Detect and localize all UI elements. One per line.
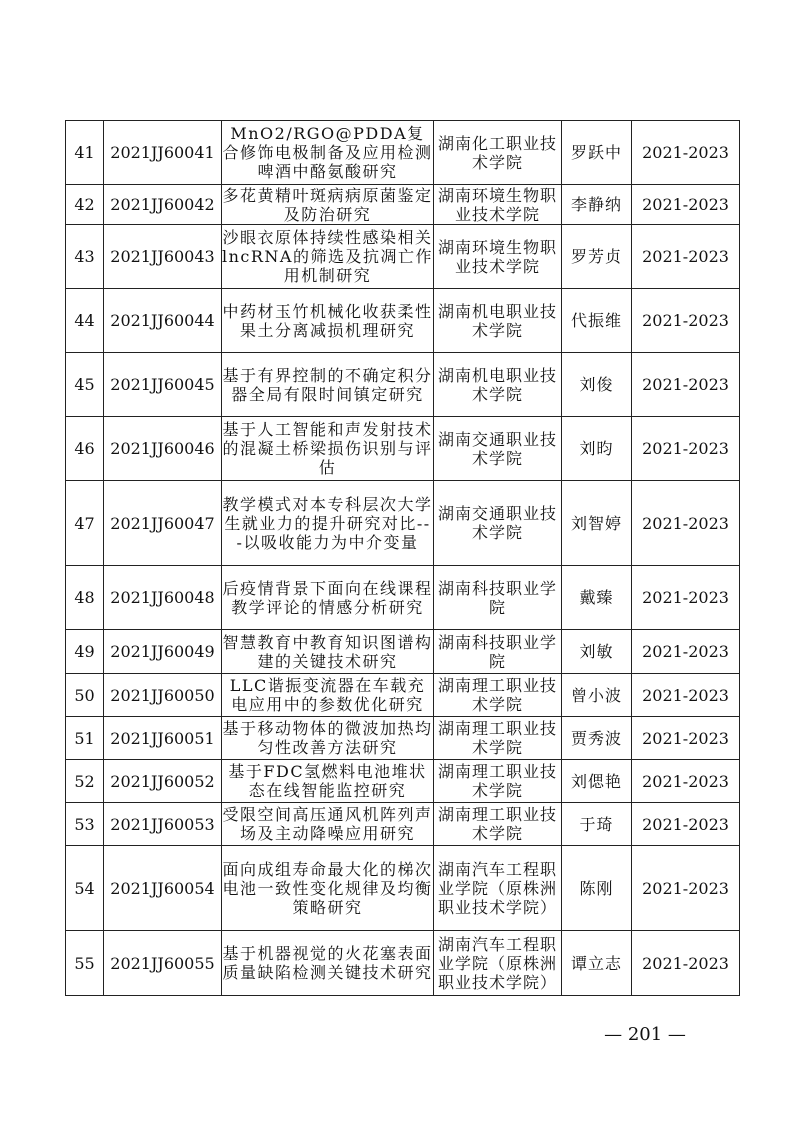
table-row	[66, 185, 740, 225]
cell-institution: 湖南科技职业学院	[434, 566, 562, 630]
table-row	[66, 566, 740, 630]
cell-period: 2021-2023	[632, 717, 740, 760]
cell-principal-investigator: 曾小波	[562, 674, 632, 717]
cell-project-code: 2021JJ60055	[104, 931, 222, 996]
cell-project-code: 2021JJ60041	[104, 121, 222, 185]
cell-project-code: 2021JJ60047	[104, 481, 222, 566]
cell-institution: 湖南化工职业技术学院	[434, 121, 562, 185]
cell-project-title: 基于移动物体的微波加热均匀性改善方法研究	[222, 717, 434, 760]
cell-number: 52	[66, 760, 104, 803]
cell-project-title: 后疫情背景下面向在线课程教学评论的情感分析研究	[222, 566, 434, 630]
cell-project-code: 2021JJ60050	[104, 674, 222, 717]
cell-project-code: 2021JJ60048	[104, 566, 222, 630]
cell-project-code: 2021JJ60051	[104, 717, 222, 760]
cell-institution: 湖南科技职业学院	[434, 630, 562, 674]
cell-number: 54	[66, 846, 104, 931]
table-row	[66, 481, 740, 566]
cell-institution: 湖南机电职业技术学院	[434, 353, 562, 417]
cell-project-code: 2021JJ60045	[104, 353, 222, 417]
cell-project-title: 教学模式对本专科层次大学生就业力的提升研究对比---以吸收能力为中介变量	[222, 481, 434, 566]
cell-number: 55	[66, 931, 104, 996]
cell-period: 2021-2023	[632, 225, 740, 289]
cell-institution: 湖南理工职业技术学院	[434, 760, 562, 803]
table-row	[66, 846, 740, 931]
cell-project-code: 2021JJ60053	[104, 803, 222, 846]
cell-number: 44	[66, 289, 104, 353]
cell-number: 46	[66, 417, 104, 481]
cell-principal-investigator: 刘俊	[562, 353, 632, 417]
cell-period: 2021-2023	[632, 289, 740, 353]
cell-institution: 湖南理工职业技术学院	[434, 674, 562, 717]
cell-period: 2021-2023	[632, 481, 740, 566]
cell-principal-investigator: 刘偲艳	[562, 760, 632, 803]
cell-principal-investigator: 罗芳贞	[562, 225, 632, 289]
cell-project-code: 2021JJ60049	[104, 630, 222, 674]
cell-number: 50	[66, 674, 104, 717]
cell-principal-investigator: 刘敏	[562, 630, 632, 674]
cell-project-title: 基于人工智能和声发射技术的混凝土桥梁损伤识别与评估	[222, 417, 434, 481]
cell-project-title: 受限空间高压通风机阵列声场及主动降噪应用研究	[222, 803, 434, 846]
table-row	[66, 717, 740, 760]
cell-period: 2021-2023	[632, 566, 740, 630]
table-row	[66, 121, 740, 185]
cell-project-code: 2021JJ60054	[104, 846, 222, 931]
cell-number: 53	[66, 803, 104, 846]
cell-institution: 湖南理工职业技术学院	[434, 717, 562, 760]
cell-principal-investigator: 代振维	[562, 289, 632, 353]
cell-principal-investigator: 刘昀	[562, 417, 632, 481]
table-row	[66, 630, 740, 674]
cell-project-title: MnO2/RGO@PDDA复合修饰电极制备及应用检测啤酒中酪氨酸研究	[222, 121, 434, 185]
cell-institution: 湖南机电职业技术学院	[434, 289, 562, 353]
cell-period: 2021-2023	[632, 417, 740, 481]
cell-period: 2021-2023	[632, 630, 740, 674]
cell-project-code: 2021JJ60052	[104, 760, 222, 803]
cell-project-code: 2021JJ60042	[104, 185, 222, 225]
cell-principal-investigator: 贾秀波	[562, 717, 632, 760]
cell-principal-investigator: 罗跃中	[562, 121, 632, 185]
cell-principal-investigator: 戴臻	[562, 566, 632, 630]
cell-period: 2021-2023	[632, 846, 740, 931]
cell-institution: 湖南环境生物职业技术学院	[434, 225, 562, 289]
cell-number: 45	[66, 353, 104, 417]
cell-institution: 湖南环境生物职业技术学院	[434, 185, 562, 225]
cell-principal-investigator: 于琦	[562, 803, 632, 846]
table-row	[66, 803, 740, 846]
cell-period: 2021-2023	[632, 353, 740, 417]
cell-project-title: 智慧教育中教育知识图谱构建的关键技术研究	[222, 630, 434, 674]
cell-project-title: 基于FDC氢燃料电池堆状态在线智能监控研究	[222, 760, 434, 803]
cell-project-code: 2021JJ60044	[104, 289, 222, 353]
cell-institution: 湖南理工职业技术学院	[434, 803, 562, 846]
cell-number: 47	[66, 481, 104, 566]
table-row	[66, 674, 740, 717]
table-row	[66, 760, 740, 803]
cell-principal-investigator: 谭立志	[562, 931, 632, 996]
cell-project-title: 中药材玉竹机械化收获柔性果土分离减损机理研究	[222, 289, 434, 353]
table-row	[66, 353, 740, 417]
cell-period: 2021-2023	[632, 931, 740, 996]
table-row	[66, 225, 740, 289]
cell-institution: 湖南汽车工程职业学院（原株洲职业技术学院）	[434, 931, 562, 996]
cell-project-title: 沙眼衣原体持续性感染相关lncRNA的筛选及抗凋亡作用机制研究	[222, 225, 434, 289]
cell-principal-investigator: 刘智婷	[562, 481, 632, 566]
table-row	[66, 289, 740, 353]
table-row	[66, 417, 740, 481]
cell-period: 2021-2023	[632, 803, 740, 846]
cell-period: 2021-2023	[632, 185, 740, 225]
cell-number: 49	[66, 630, 104, 674]
cell-number: 51	[66, 717, 104, 760]
cell-project-title: 基于机器视觉的火花塞表面质量缺陷检测关键技术研究	[222, 931, 434, 996]
cell-project-title: 面向成组寿命最大化的梯次电池一致性变化规律及均衡策略研究	[222, 846, 434, 931]
cell-number: 42	[66, 185, 104, 225]
cell-period: 2021-2023	[632, 121, 740, 185]
cell-project-title: LLC谐振变流器在车载充电应用中的参数优化研究	[222, 674, 434, 717]
cell-project-title: 多花黄精叶斑病病原菌鉴定及防治研究	[222, 185, 433, 224]
cell-number: 48	[66, 566, 104, 630]
cell-institution: 湖南交通职业技术学院	[434, 481, 562, 566]
cell-institution: 湖南汽车工程职业学院（原株洲职业技术学院）	[434, 846, 562, 931]
cell-institution: 湖南交通职业技术学院	[434, 417, 562, 481]
project-table-body	[66, 121, 740, 996]
cell-project-code: 2021JJ60043	[104, 225, 222, 289]
cell-number: 43	[66, 225, 104, 289]
cell-principal-investigator: 陈刚	[562, 846, 632, 931]
cell-project-code: 2021JJ60046	[104, 417, 222, 481]
cell-number: 41	[66, 121, 104, 185]
table-row	[66, 931, 740, 996]
cell-period: 2021-2023	[632, 674, 740, 717]
page-number: — 201 —	[604, 1024, 686, 1045]
cell-period: 2021-2023	[632, 760, 740, 803]
cell-project-title: 基于有界控制的不确定积分器全局有限时间镇定研究	[222, 353, 434, 417]
project-table	[65, 120, 740, 996]
cell-principal-investigator: 李静纳	[562, 185, 632, 225]
